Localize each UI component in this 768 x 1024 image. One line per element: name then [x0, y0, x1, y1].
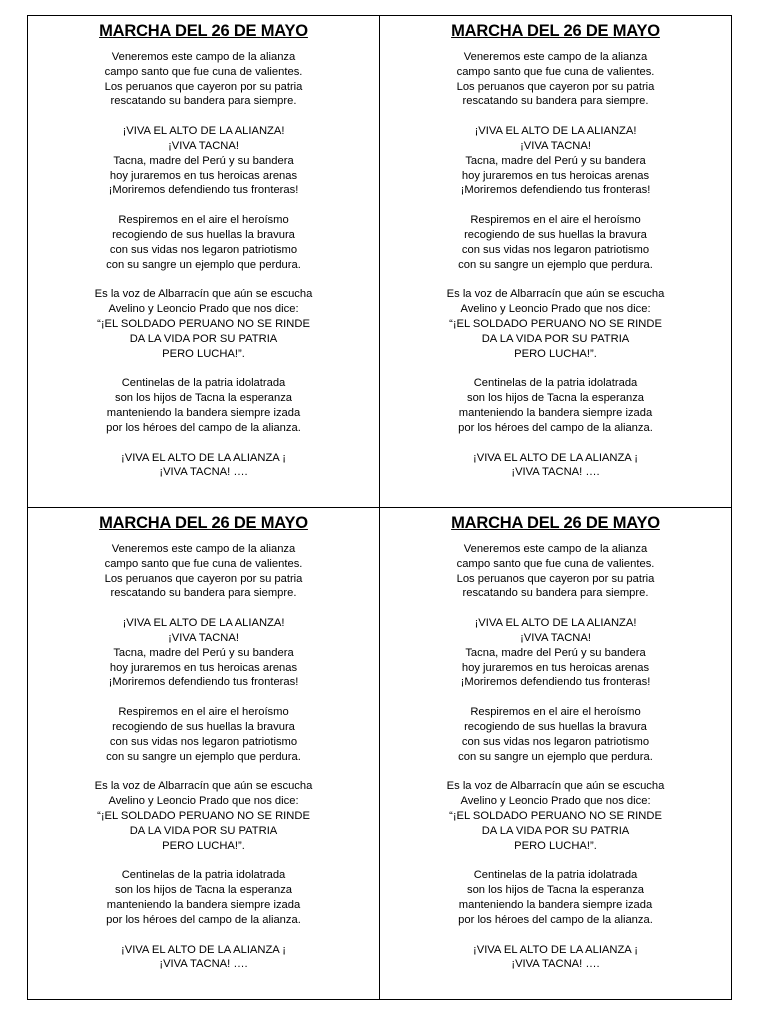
verse-line: Veneremos este campo de la alianza — [463, 51, 648, 63]
verse-line: recogiendo de sus huellas la bravura — [464, 720, 647, 733]
verse-line: hoy juraremos en tus heroicas arenas — [109, 661, 298, 674]
verse-line: Tacna, madre del Perú y su bandera — [113, 646, 294, 659]
stanza — [28, 542, 379, 601]
verse-line: Los peruanos que cayeron por su patria — [104, 572, 303, 585]
verse-line: recogiendo de sus huellas la bravura — [112, 720, 295, 733]
verse-line: ¡VIVA TACNA! …. — [511, 958, 600, 971]
verse-line: Centinelas de la patria idolatrada — [121, 869, 286, 882]
verse-line: Respiremos en el aire el heroísmo — [118, 214, 289, 227]
verse-line: ¡VIVA EL ALTO DE LA ALIANZA ¡ — [473, 943, 638, 956]
verse-line: Respiremos en el aire el heroísmo — [470, 214, 641, 227]
card-title: MARCHA DEL 26 DE MAYO — [99, 22, 308, 40]
verse-line: ¡VIVA TACNA! — [168, 631, 239, 644]
verse-line: rescatando su bandera para siempre. — [110, 587, 297, 600]
stanza — [380, 542, 731, 601]
verse-line: ¡VIVA TACNA! …. — [511, 466, 600, 479]
stanza — [28, 50, 379, 109]
stanza — [380, 376, 731, 435]
verse-line: hoy juraremos en tus heroicas arenas — [461, 661, 650, 674]
verse-line: Respiremos en el aire el heroísmo — [118, 706, 289, 719]
verse-line: Avelino y Leoncio Prado que nos dice: — [460, 303, 651, 316]
stanza — [28, 124, 379, 198]
verse-line: Veneremos este campo de la alianza — [463, 543, 648, 555]
verse-line: recogiendo de sus huellas la bravura — [464, 228, 647, 241]
verse-line: hoy juraremos en tus heroicas arenas — [461, 169, 650, 182]
verse-line: por los héroes del campo de la alianza. — [106, 913, 301, 926]
verse-line: PERO LUCHA!”. — [162, 347, 245, 360]
verse-line: campo santo que fue cuna de valientes. — [104, 557, 303, 570]
verse-line: con sus vidas nos legaron patriotismo — [109, 243, 298, 256]
stanza — [380, 50, 731, 109]
verse-line: manteniendo la bandera siempre izada — [106, 406, 301, 419]
verse-line: con su sangre un ejemplo que perdura. — [458, 750, 653, 763]
verse-line: “¡EL SOLDADO PERUANO NO SE RINDE — [449, 317, 662, 330]
verse-line: Avelino y Leoncio Prado que nos dice: — [108, 795, 299, 808]
anthem-card — [28, 16, 380, 508]
verse-line: ¡VIVA TACNA! — [520, 631, 591, 644]
verse-line: hoy juraremos en tus heroicas arenas — [109, 169, 298, 182]
verse-line: DA LA VIDA POR SU PATRIA — [481, 824, 630, 837]
verse-line: manteniendo la bandera siempre izada — [106, 898, 301, 911]
verse-line: ¡VIVA TACNA! — [520, 139, 591, 152]
verse-line: Centinelas de la patria idolatrada — [473, 869, 638, 882]
verse-line: Veneremos este campo de la alianza — [111, 543, 296, 555]
stanza — [28, 376, 379, 435]
verse-line: rescatando su bandera para siempre. — [110, 95, 297, 108]
card-title: MARCHA DEL 26 DE MAYO — [99, 514, 308, 532]
stanza — [28, 213, 379, 272]
verse-line: son los hijos de Tacna la esperanza — [466, 392, 645, 405]
verse-line: rescatando su bandera para siempre. — [462, 95, 649, 108]
verse-line: Los peruanos que cayeron por su patria — [104, 80, 303, 93]
verse-line: manteniendo la bandera siempre izada — [458, 406, 653, 419]
verse-line: campo santo que fue cuna de valientes. — [456, 65, 655, 78]
stanza — [28, 451, 379, 481]
verse-line: ¡VIVA TACNA! — [168, 139, 239, 152]
verse-line: Los peruanos que cayeron por su patria — [456, 80, 655, 93]
verse-line: Es la voz de Albarracín que aún se escucha — [94, 288, 313, 301]
verse-line: “¡EL SOLDADO PERUANO NO SE RINDE — [97, 809, 310, 822]
verse-line: Avelino y Leoncio Prado que nos dice: — [460, 795, 651, 808]
stanza — [380, 213, 731, 272]
verse-line: ¡VIVA TACNA! …. — [159, 958, 248, 971]
verse-line: “¡EL SOLDADO PERUANO NO SE RINDE — [449, 809, 662, 822]
verse-line: “¡EL SOLDADO PERUANO NO SE RINDE — [97, 317, 310, 330]
verse-line: Veneremos este campo de la alianza — [111, 51, 296, 63]
verse-line: por los héroes del campo de la alianza. — [458, 421, 653, 434]
verse-line: ¡VIVA EL ALTO DE LA ALIANZA! — [474, 125, 637, 138]
anthem-card — [380, 16, 731, 508]
stanza — [380, 779, 731, 853]
verse-line: recogiendo de sus huellas la bravura — [112, 228, 295, 241]
stanza — [380, 943, 731, 973]
verse-line: Tacna, madre del Perú y su bandera — [113, 154, 294, 167]
verse-line: Avelino y Leoncio Prado que nos dice: — [108, 303, 299, 316]
verse-line: PERO LUCHA!”. — [514, 347, 597, 360]
card-title: MARCHA DEL 26 DE MAYO — [451, 22, 660, 40]
verse-line: ¡VIVA EL ALTO DE LA ALIANZA! — [122, 125, 285, 138]
verse-line: ¡VIVA EL ALTO DE LA ALIANZA ¡ — [121, 943, 286, 956]
stanza — [28, 943, 379, 973]
verse-line: por los héroes del campo de la alianza. — [106, 421, 301, 434]
printable-sheet — [27, 15, 732, 1000]
verse-line: manteniendo la bandera siempre izada — [458, 898, 653, 911]
card-title: MARCHA DEL 26 DE MAYO — [451, 514, 660, 532]
stanza — [380, 616, 731, 690]
verse-line: Es la voz de Albarracín que aún se escucha — [94, 780, 313, 793]
verse-line: Centinelas de la patria idolatrada — [121, 377, 286, 390]
anthem-card — [28, 508, 380, 999]
verse-line: son los hijos de Tacna la esperanza — [114, 884, 293, 897]
verse-line: Tacna, madre del Perú y su bandera — [465, 154, 646, 167]
verse-line: Centinelas de la patria idolatrada — [473, 377, 638, 390]
stanza — [380, 705, 731, 764]
stanza — [380, 287, 731, 361]
verse-line: con sus vidas nos legaron patriotismo — [109, 735, 298, 748]
verse-line: con su sangre un ejemplo que perdura. — [106, 258, 301, 271]
stanza — [28, 868, 379, 927]
stanza — [28, 287, 379, 361]
verse-line: ¡Moriremos defendiendo tus fronteras! — [460, 676, 651, 689]
stanza — [380, 868, 731, 927]
verse-line: Tacna, madre del Perú y su bandera — [465, 646, 646, 659]
verse-line: ¡VIVA EL ALTO DE LA ALIANZA! — [122, 617, 285, 630]
verse-line: ¡VIVA EL ALTO DE LA ALIANZA! — [474, 617, 637, 630]
verse-line: campo santo que fue cuna de valientes. — [104, 65, 303, 78]
stanza — [28, 779, 379, 853]
verse-line: Es la voz de Albarracín que aún se escucha — [446, 780, 665, 793]
verse-line: ¡VIVA EL ALTO DE LA ALIANZA ¡ — [473, 451, 638, 464]
verse-line: con sus vidas nos legaron patriotismo — [461, 243, 650, 256]
verse-line: son los hijos de Tacna la esperanza — [466, 884, 645, 897]
verse-line: ¡Moriremos defendiendo tus fronteras! — [108, 676, 299, 689]
stanza — [380, 124, 731, 198]
verse-line: PERO LUCHA!”. — [162, 839, 245, 852]
verse-line: Es la voz de Albarracín que aún se escucha — [446, 288, 665, 301]
stanza — [28, 705, 379, 764]
verse-line: rescatando su bandera para siempre. — [462, 587, 649, 600]
verse-line: son los hijos de Tacna la esperanza — [114, 392, 293, 405]
verse-line: ¡Moriremos defendiendo tus fronteras! — [460, 184, 651, 197]
verse-line: Respiremos en el aire el heroísmo — [470, 706, 641, 719]
verse-line: ¡VIVA EL ALTO DE LA ALIANZA ¡ — [121, 451, 286, 464]
verse-line: DA LA VIDA POR SU PATRIA — [129, 824, 278, 837]
verse-line: DA LA VIDA POR SU PATRIA — [129, 332, 278, 345]
verse-line: campo santo que fue cuna de valientes. — [456, 557, 655, 570]
verse-line: ¡VIVA TACNA! …. — [159, 466, 248, 479]
stanza — [28, 616, 379, 690]
anthem-card — [380, 508, 731, 999]
verse-line: con su sangre un ejemplo que perdura. — [106, 750, 301, 763]
verse-line: ¡Moriremos defendiendo tus fronteras! — [108, 184, 299, 197]
verse-line: DA LA VIDA POR SU PATRIA — [481, 332, 630, 345]
verse-line: con su sangre un ejemplo que perdura. — [458, 258, 653, 271]
stanza — [380, 451, 731, 481]
verse-line: Los peruanos que cayeron por su patria — [456, 572, 655, 585]
verse-line: por los héroes del campo de la alianza. — [458, 913, 653, 926]
verse-line: con sus vidas nos legaron patriotismo — [461, 735, 650, 748]
verse-line: PERO LUCHA!”. — [514, 839, 597, 852]
